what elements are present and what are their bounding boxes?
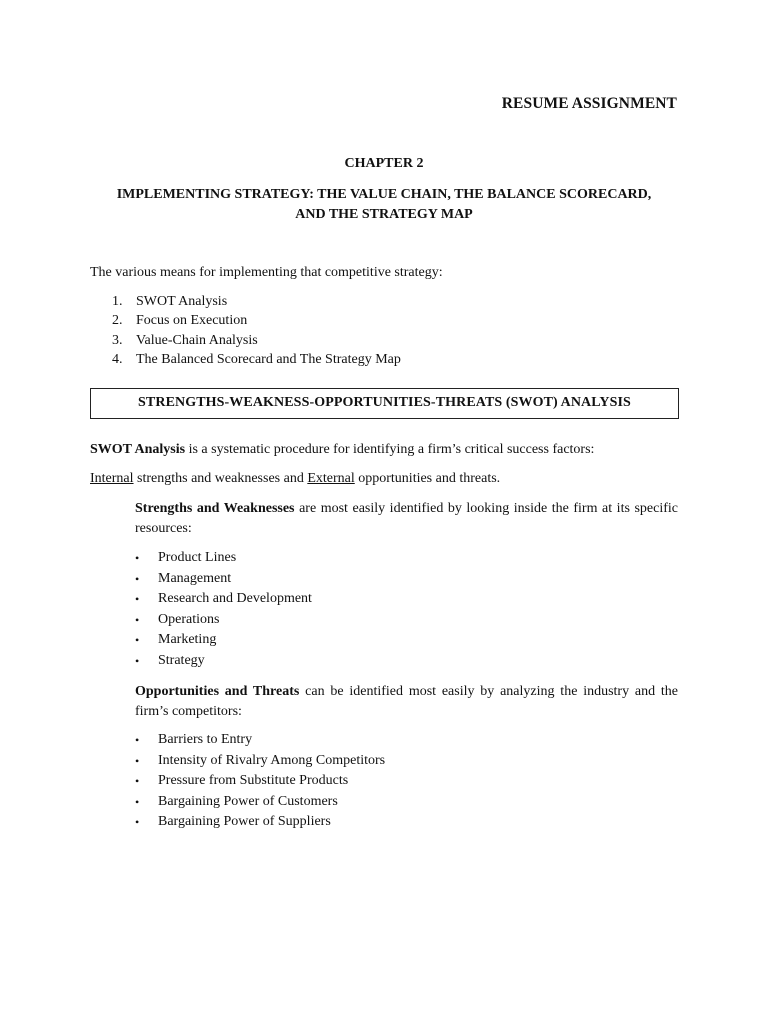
bullet-icon: •: [135, 612, 140, 627]
list-item-label: Marketing: [158, 632, 217, 648]
internal-external-end: opportunities and threats.: [354, 471, 501, 486]
opportunities-text: can be identified most easily by analyzing the industry and the firm’s competitors:: [135, 684, 679, 719]
list-item: [112, 351, 401, 370]
internal-external-line: [90, 470, 680, 489]
list-item-label: The Balanced Scorecard and The Strategy Map: [136, 351, 401, 367]
list-item: [135, 752, 385, 773]
chapter-heading: CHAPTER 2: [344, 156, 424, 171]
list-item: [135, 570, 312, 591]
list-item-label: Operations: [158, 611, 220, 627]
list-number: 4.: [112, 351, 123, 367]
list-item: [112, 293, 401, 312]
page-title: RESUME ASSIGNMENT: [501, 95, 677, 112]
list-item-label: Intensity of Rivalry Among Competitors: [158, 752, 386, 768]
intro-text: The various means for implementing that competitive strategy:: [90, 265, 443, 280]
bullet-icon: •: [135, 551, 140, 565]
bullet-icon: •: [135, 774, 140, 789]
strengths-list: [135, 549, 312, 673]
list-item: [135, 813, 385, 834]
list-number: 2.: [112, 313, 123, 329]
internal-external-mid: strengths and weaknesses and: [133, 471, 308, 486]
list-item-label: Product Lines: [158, 550, 237, 565]
list-item-label: SWOT Analysis: [136, 294, 228, 309]
bullet-icon: •: [135, 571, 140, 586]
list-number: 3.: [112, 332, 123, 348]
chapter-subtitle: [60, 185, 708, 225]
means-list: [112, 293, 401, 370]
list-item-label: Value-Chain Analysis: [136, 332, 258, 348]
swot-definition: [90, 441, 680, 460]
list-item-label: Focus on Execution: [136, 313, 248, 329]
list-item: [112, 312, 401, 331]
list-item: [135, 549, 312, 570]
bullet-icon: •: [135, 592, 140, 607]
section-heading-box: [90, 388, 679, 419]
bullet-icon: •: [135, 633, 140, 648]
list-item: [135, 731, 385, 752]
list-item: [112, 332, 401, 351]
list-item-label: Barriers to Entry: [158, 732, 253, 747]
strengths-text: are most easily identified by looking inside the firm at its specific resources:: [135, 501, 678, 536]
list-item: [135, 652, 312, 673]
bullet-icon: •: [135, 753, 140, 768]
subtitle-line-1: IMPLEMENTING STRATEGY: THE VALUE CHAIN, THE BALANCE SCORECARD,: [116, 187, 652, 202]
list-item: [135, 631, 312, 652]
list-item: [135, 772, 385, 793]
list-item-label: Pressure from Substitute Products: [158, 773, 349, 789]
opportunities-paragraph: [135, 682, 678, 722]
list-item-label: Management: [158, 570, 232, 586]
swot-definition-text: is a systematic procedure for identifying a firm’s critical success factors:: [185, 442, 595, 457]
list-item-label: Bargaining Power of Suppliers: [158, 814, 331, 830]
bullet-icon: •: [135, 733, 140, 747]
bullet-icon: •: [135, 815, 140, 830]
section-heading: STRENGTHS-WEAKNESS-OPPORTUNITIES-THREATS (SWOT) ANALYSIS: [138, 395, 631, 411]
strengths-term: Strengths and Weaknesses: [135, 501, 295, 516]
list-item-label: Research and Development: [158, 591, 312, 607]
list-item: [135, 590, 312, 611]
list-item-label: Bargaining Power of Customers: [158, 793, 338, 809]
bullet-icon: •: [135, 794, 140, 809]
list-item: [135, 611, 312, 632]
opportunities-term: Opportunities and Threats: [135, 684, 300, 699]
swot-term: SWOT Analysis: [90, 442, 186, 457]
bullet-icon: •: [135, 653, 140, 668]
list-item: [135, 793, 385, 814]
subtitle-line-2: AND THE STRATEGY MAP: [295, 207, 473, 222]
strengths-paragraph: [135, 499, 678, 539]
opportunities-list: [135, 731, 385, 834]
external-term: External: [307, 471, 355, 486]
list-item-label: Strategy: [158, 652, 205, 668]
list-number: 1.: [112, 294, 123, 309]
internal-term: Internal: [90, 471, 134, 486]
